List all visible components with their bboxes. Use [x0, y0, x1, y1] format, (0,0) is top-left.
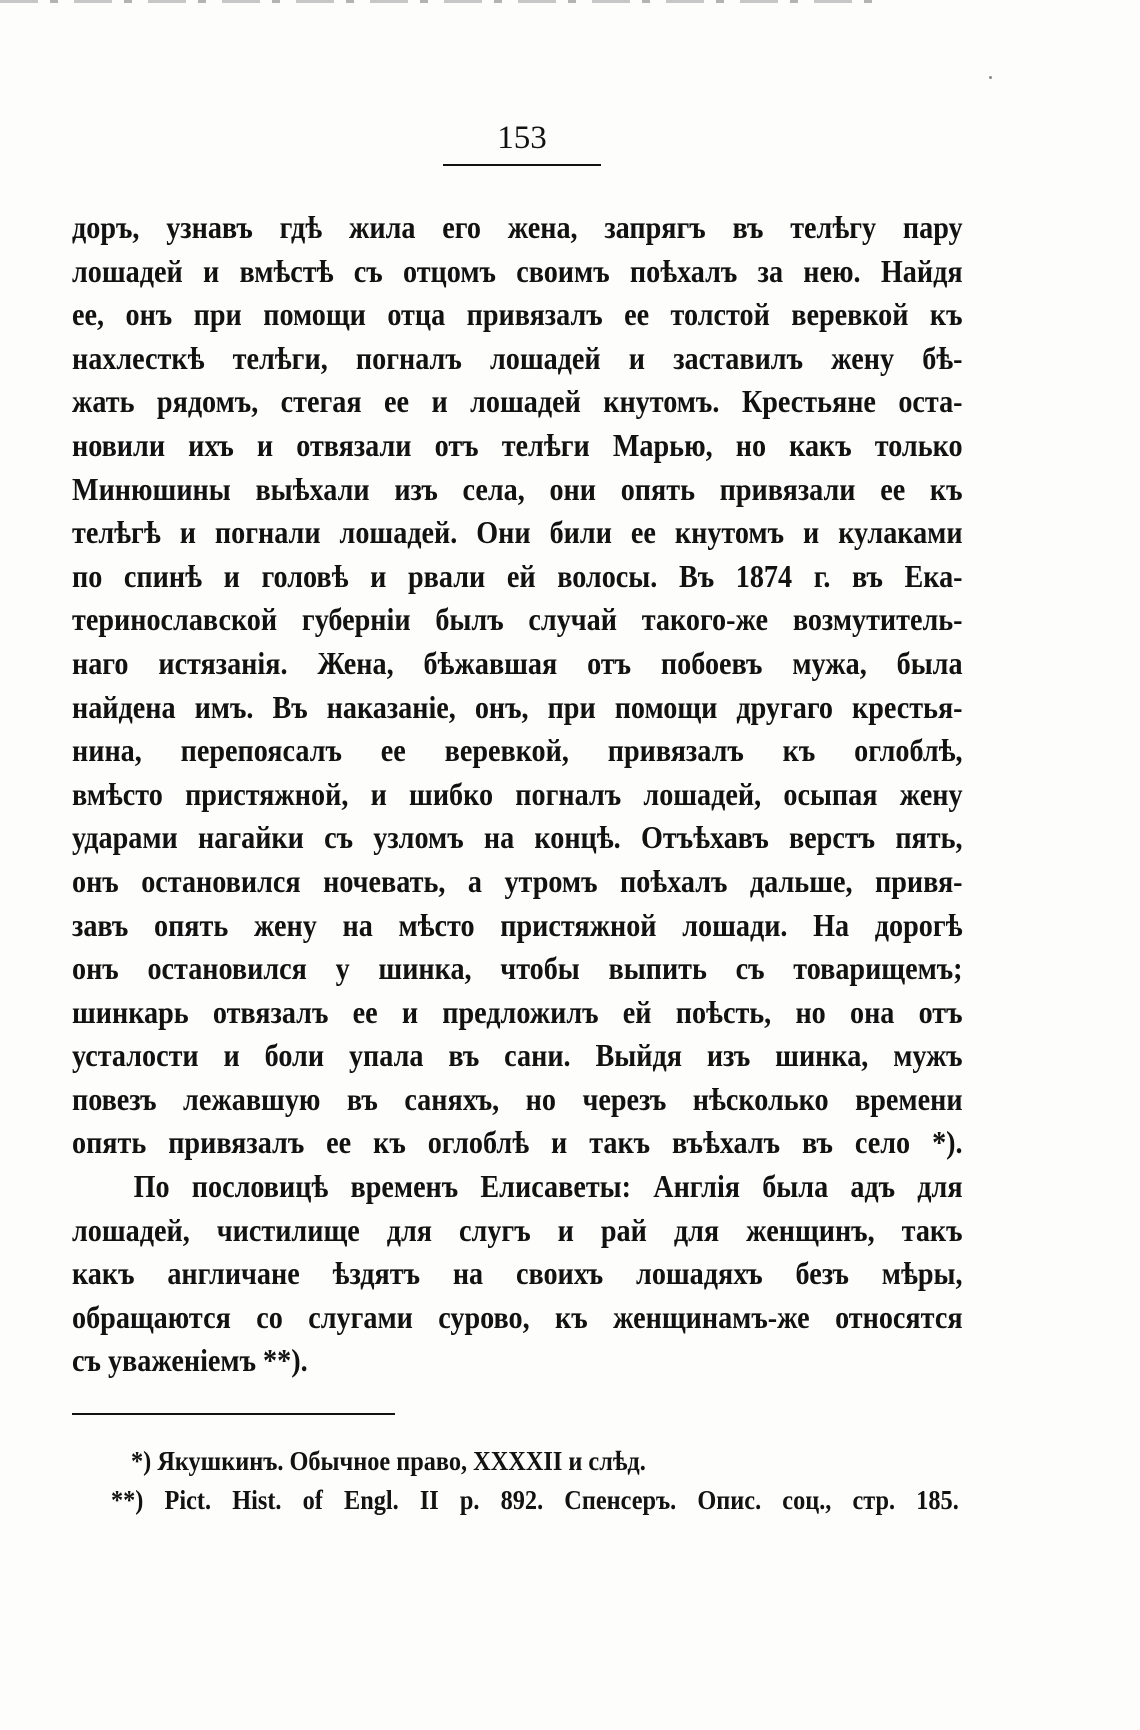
- page-number: 153: [497, 120, 547, 156]
- text-line: вмѣсто пристяжной, и шибко погналъ лошадей, осыпая жену: [72, 775, 963, 812]
- text-line: жать рядомъ, стегая ее и лошадей кнутомъ. Крестьяне оста-: [72, 383, 963, 420]
- scan-speck: [989, 76, 992, 79]
- text-line: нахлесткѣ телѣги, погналъ лошадей и заставилъ жену бѣ-: [72, 339, 963, 376]
- text-line: теринославской губерніи былъ случай такого-же возмутитель-: [72, 601, 963, 638]
- text-line: какъ англичане ѣздятъ на своихъ лошадяхъ безъ мѣры,: [72, 1255, 963, 1292]
- text-line: обращаются со слугами сурово, къ женщинамъ-же относятся: [72, 1298, 963, 1335]
- text-line: по спинѣ и головѣ и рвали ей волосы. Въ 1874 г. въ Ека-: [72, 557, 963, 594]
- text-line: лошадей, чистилище для слугъ и рай для женщинъ, такъ: [72, 1211, 963, 1248]
- paragraph-1: [72, 206, 963, 1165]
- text-line: найдена имъ. Въ наказаніе, онъ, при помощи другаго крестья-: [72, 688, 963, 725]
- text-line: усталости и боли упала въ сани. Выйдя изъ шинка, мужъ: [72, 1037, 963, 1074]
- text-line: доръ, узнавъ гдѣ жила его жена, запрягъ въ телѣгу пару: [72, 209, 963, 245]
- text-line: опять привязалъ ее къ оглоблѣ и такъ въѣхалъ въ село *).: [72, 1124, 963, 1161]
- footnote-rule: [72, 1413, 395, 1415]
- footnote-1: *) Якушкинъ. Обычное право, XXXXII и слѣд.: [131, 1446, 646, 1476]
- text-line: онъ остановился ночевать, а утромъ поѣхалъ дальше, привя-: [72, 862, 963, 899]
- text-line: ударами нагайки съ узломъ на концѣ. Отъѣхавъ верстъ пять,: [72, 819, 963, 856]
- text-line: завъ опять жену на мѣсто пристяжной лошади. На дорогѣ: [72, 906, 963, 943]
- text-line: Минюшины выѣхали изъ села, они опять привязали ее къ: [72, 470, 963, 507]
- text-line: ее, онъ при помощи отца привязалъ ее толстой веревкой къ: [72, 296, 963, 333]
- text-line: повезъ лежавшую въ саняхъ, но черезъ нѣсколько времени: [72, 1080, 963, 1117]
- footnote-2: **) Pict. Hist. of Engl. II p. 892. Спенсеръ. Опис. соц., стр. 185.: [111, 1485, 959, 1515]
- text-line: По пословицѣ временъ Елисаветы: Англія была адъ для: [133, 1168, 963, 1205]
- text-line: съ уваженіемъ **).: [72, 1342, 308, 1379]
- text-line: нина, перепоясалъ ее веревкой, привязалъ къ оглоблѣ,: [72, 732, 963, 769]
- body-text: [72, 206, 963, 1383]
- text-line: телѣгѣ и погнали лошадей. Они били ее кнутомъ и кулаками: [72, 514, 963, 551]
- paragraph-2: [72, 1165, 963, 1383]
- text-line: онъ остановился у шинка, чтобы выпить съ товарищемъ;: [72, 950, 963, 987]
- page-number-rule: [443, 164, 601, 166]
- text-line: наго истязанія. Жена, бѣжавшая отъ побоевъ мужа, была: [72, 644, 963, 681]
- text-line: лошадей и вмѣстѣ съ отцомъ своимъ поѣхалъ за нею. Найдя: [72, 252, 963, 289]
- text-line: новили ихъ и отвязали отъ телѣги Марью, но какъ только: [72, 426, 963, 463]
- text-line: шинкарь отвязалъ ее и предложилъ ей поѣсть, но она отъ: [72, 993, 963, 1030]
- scan-edge-marks: [0, 0, 880, 3]
